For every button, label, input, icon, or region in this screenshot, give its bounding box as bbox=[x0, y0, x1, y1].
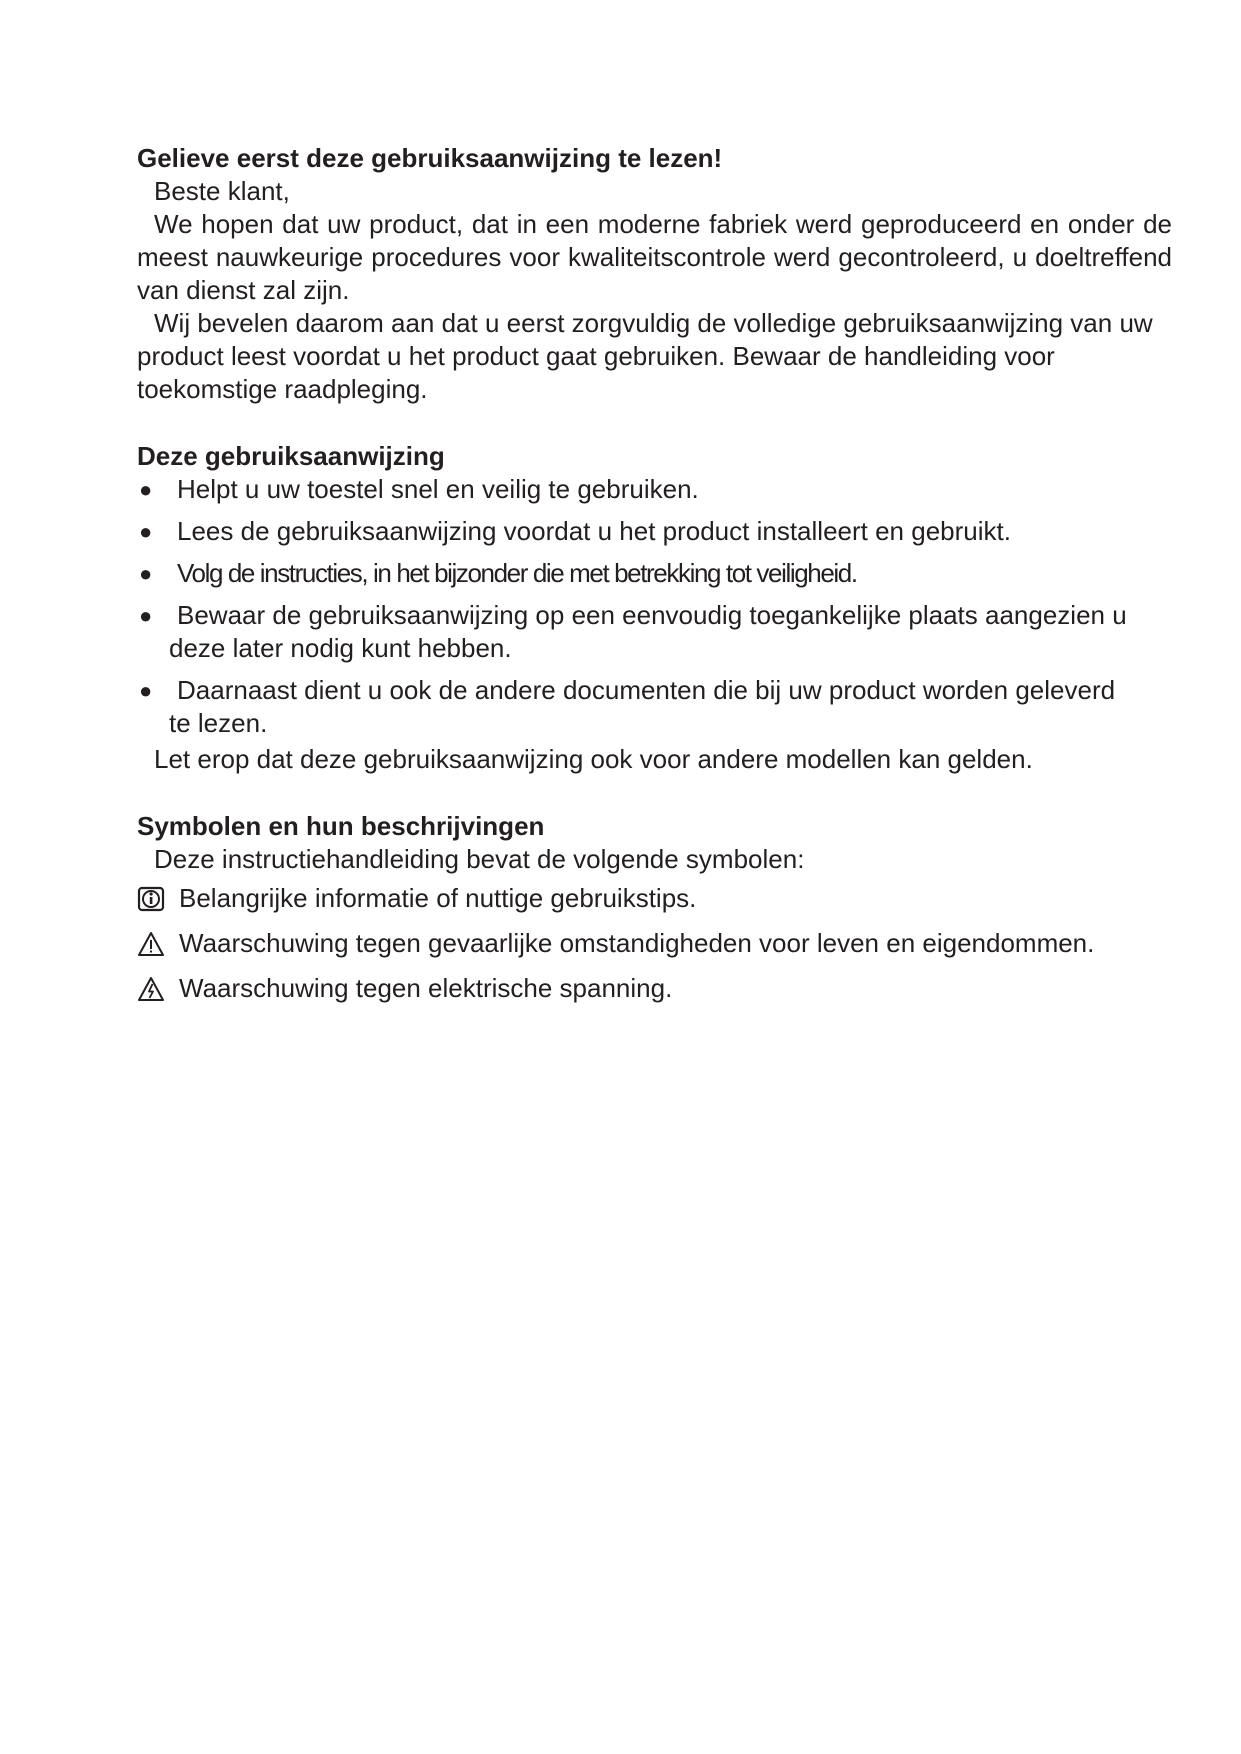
intro-heading: Gelieve eerst deze gebruiksaanwijzing te lezen! bbox=[137, 143, 723, 173]
bullet-icon: ● bbox=[139, 678, 153, 703]
bullet-icon: ● bbox=[139, 477, 153, 502]
symbol-text-electric: Waarschuwing tegen elektrische spanning. bbox=[179, 973, 673, 1003]
symbol-row-electric bbox=[137, 972, 1172, 1005]
symbol-row-info bbox=[137, 882, 1172, 915]
greeting: Beste klant, bbox=[154, 176, 290, 206]
manual-note: Let erop dat deze gebruiksaanwijzing ook voor andere modellen kan gelden. bbox=[154, 744, 1033, 774]
symbols-intro: Deze instructiehandleiding bevat de volgende symbolen: bbox=[154, 844, 805, 874]
info-icon bbox=[137, 885, 165, 913]
symbol-row-warning bbox=[137, 927, 1172, 960]
electric-warning-icon bbox=[137, 975, 165, 1003]
bullet-icon: ● bbox=[139, 519, 153, 544]
symbol-text-warning: Waarschuwing tegen gevaarlijke omstandigheden voor leven en eigendommen. bbox=[179, 928, 1095, 958]
intro-paragraph-2: Wij bevelen daarom aan dat u eerst zorgvuldig de volledige gebruiksaanwijzing van uw product leest voordat u het product gaat gebruiken. Bewaar de handleiding voor toekomstige raadpleging. bbox=[137, 308, 1153, 404]
list-item: ● Helpt u uw toestel snel en veilig te gebruiken. bbox=[139, 474, 699, 504]
manual-heading: Deze gebruiksaanwijzing bbox=[137, 441, 445, 471]
symbol-text-info: Belangrijke informatie of nuttige gebruikstips. bbox=[179, 883, 697, 913]
intro-paragraph-1: We hopen dat uw product, dat in een moderne fabriek werd geproduceerd en onder de meest nauwkeurige procedures voor kwaliteitscontrole werd gecontroleerd, u doeltreffend van dienst zal zijn. bbox=[137, 209, 1172, 305]
manual-bullet-list bbox=[137, 473, 1172, 740]
list-item: ● Volg de instructies, in het bijzonder die met betrekking tot veiligheid. bbox=[139, 558, 857, 588]
symbols-heading: Symbolen en hun beschrijvingen bbox=[137, 811, 545, 841]
warning-triangle-icon bbox=[137, 930, 165, 958]
list-item: ● Bewaar de gebruiksaanwijzing op een eenvoudig toegankelijke plaats aangezien u deze later nodig kunt hebben. bbox=[139, 600, 1127, 663]
document-page bbox=[137, 141, 1172, 1005]
bullet-icon: ● bbox=[139, 603, 153, 628]
list-item: ● Lees de gebruiksaanwijzing voordat u het product installeert en gebruikt. bbox=[139, 516, 1011, 546]
list-item: ● Daarnaast dient u ook de andere documenten die bij uw product worden geleverd te lezen. bbox=[139, 675, 1116, 738]
bullet-icon: ● bbox=[139, 561, 153, 586]
